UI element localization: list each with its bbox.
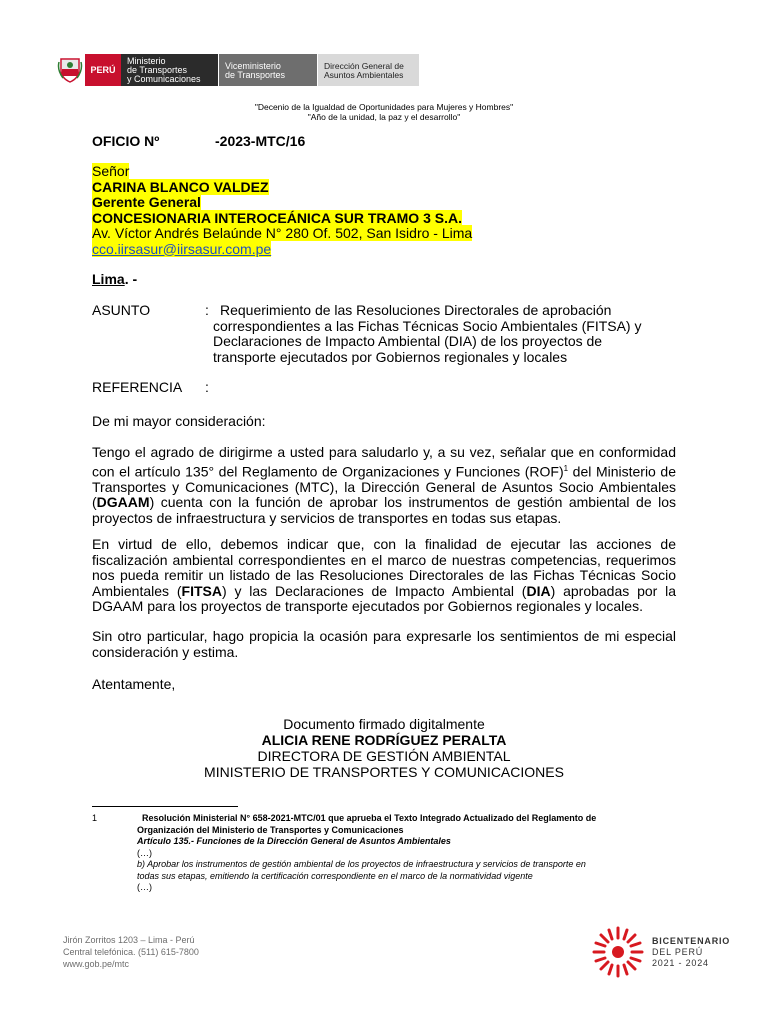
bicentenario-line: BICENTENARIO (652, 936, 731, 946)
decenio-line: "Año de la unidad, la paz y el desarrollo" (307, 112, 461, 122)
closing: Atentamente, (92, 676, 176, 692)
recipient-address: Av. Víctor Andrés Belaúnde N° 280 Of. 502, San Isidro - Lima (92, 225, 473, 241)
asunto-label: ASUNTO (92, 302, 151, 318)
paragraph-text: del Ministerio de Transportes y Comunicaciones (MTC), la Dirección General de Asuntos Socio Ambientales ( (92, 463, 676, 511)
signer-ministry: MINISTERIO DE TRANSPORTES Y COMUNICACIONES (204, 764, 564, 780)
recipient-position: Gerente General (92, 194, 201, 210)
vice-line: Viceministerio (225, 61, 281, 71)
decenio-line: "Decenio de la Igualdad de Oportunidades para Mujeres y Hombres" (254, 102, 514, 112)
vice-line: de Transportes (225, 70, 286, 80)
decenio-text (0, 102, 768, 122)
direction-line: Dirección General de (324, 61, 404, 71)
bicentenario-text (652, 936, 730, 969)
paragraph-1 (92, 445, 676, 526)
footer-phone: Central telefónica. (511) 615-7800 (63, 947, 199, 957)
paragraph-text: ) cuenta con la función de aprobar los instrumentos de gestión ambiental de los proyectos de infraestructura y servicios de transportes en todas sus etapas. (92, 494, 676, 526)
ministry-line: y Comunicaciones (127, 74, 201, 84)
paragraph-text: Tengo el agrado de dirigirme a usted para saludarlo y, a su vez, señalar que en conformidad con el artículo 135° del Reglamento de Organizaciones y Funciones (ROF) (92, 444, 676, 480)
salutation: Señor (92, 163, 130, 179)
paragraph-3: Sin otro particular, hago propicia la ocasión para expresarle los sentimientos de mi especial consideración y estima. (92, 628, 676, 660)
place-date (92, 272, 137, 287)
paragraph-2 (92, 537, 676, 615)
footer-web-link[interactable]: www.gob.pe/mtc (63, 959, 130, 969)
direction-label (318, 54, 419, 86)
recipient-name: CARINA BLANCO VALDEZ (92, 178, 269, 195)
paragraph-text: ) aprobadas por la DGAAM para los proyectos de transporte ejecutados por Gobiernos regionales y locales. (92, 582, 677, 614)
footnote-ellipsis: (…) (137, 848, 152, 858)
signer-title: DIRECTORA DE GESTIÓN AMBIENTAL (257, 748, 511, 764)
asunto-line-4: transporte ejecutados por Gobiernos regionales y locales (213, 349, 568, 365)
paragraph-bold: FITSA (181, 582, 222, 599)
footnote-item-2: todas sus etapas, emitiendo la certificación correspondiente en el marco de la normatividad vigente (137, 871, 533, 881)
paragraph-text: En virtud de ello, debemos indicar que, con la finalidad de ejecutar las acciones de fiscalización ambiental correspondientes en el marco de nuestras competencias, requerimos nos pueda remitir un listado de las Resoluciones Directorales de las Fichas Técnicas Socio Ambientales ( (92, 536, 676, 599)
recipient-company: CONCESIONARIA INTEROCEÁNICA SUR TRAMO 3 S.A. (92, 209, 462, 226)
footnote-title-2: Organización del Ministerio de Transportes y Comunicaciones (137, 825, 404, 835)
referencia-colon: : (205, 379, 209, 395)
ministry-line: de Transportes (127, 65, 188, 75)
bicentenario-logo-icon (590, 924, 646, 985)
footnote-title-1: Resolución Ministerial N° 658-2021-MTC/01 que aprueba el Texto Integrado Actualizado del Reglamento de (142, 813, 597, 823)
paragraph-bold: DGAAM (96, 494, 150, 511)
bicentenario-line: DEL PERÚ (652, 947, 704, 957)
footnote-ellipsis: (…) (137, 882, 152, 892)
asunto-line-3: Declaraciones de Impacto Ambiental (DIA) de los proyectos de (213, 333, 603, 349)
bicentenario-line: 2021 - 2024 (652, 958, 709, 968)
place-suffix: . - (124, 271, 138, 287)
recipient-email-link[interactable]: cco.iirsasur@iirsasur.com.pe (92, 240, 272, 257)
coat-of-arms-icon (55, 54, 85, 86)
direction-line: Asuntos Ambientales (324, 70, 404, 80)
institution-header (55, 54, 419, 86)
footnote-reference: 1 (563, 463, 569, 473)
footnote-number: 1 (92, 813, 98, 823)
referencia-label: REFERENCIA (92, 379, 183, 395)
footnote-article: Artículo 135.- Funciones de la Dirección General de Asuntos Ambientales (137, 836, 451, 846)
asunto-line-1: Requerimiento de las Resoluciones Directorales de aprobación (220, 302, 612, 318)
paragraph-text: ) y las Declaraciones de Impacto Ambiental ( (221, 582, 527, 599)
footer-address: Jirón Zorritos 1203 – Lima - Perú (63, 935, 195, 945)
oficio-number: -2023-MTC/16 (215, 133, 306, 149)
country-label: PERÚ (85, 54, 121, 86)
ministry-line: Ministerio (127, 56, 166, 66)
greeting: De mi mayor consideración: (92, 413, 266, 429)
viceministry-label (219, 54, 317, 86)
footnote-item-1: b) Aprobar los instrumentos de gestión ambiental de los proyectos de infraestructura y servicios de transporte en (137, 859, 586, 869)
asunto-line-2: correspondientes a las Fichas Técnicas Socio Ambientales (FITSA) y (213, 318, 642, 334)
signature-block (92, 716, 676, 780)
recipient-block (92, 164, 472, 257)
signer-name: ALICIA RENE RODRÍGUEZ PERALTA (261, 732, 507, 748)
asunto-colon: : (205, 302, 209, 318)
footnote-separator (92, 806, 238, 807)
city: Lima (92, 271, 125, 287)
footer-contact (63, 934, 199, 970)
oficio-label: OFICIO Nº (92, 133, 160, 149)
signature-note: Documento firmado digitalmente (283, 716, 485, 732)
paragraph-bold: DIA (526, 582, 551, 599)
ministry-label (121, 54, 218, 86)
